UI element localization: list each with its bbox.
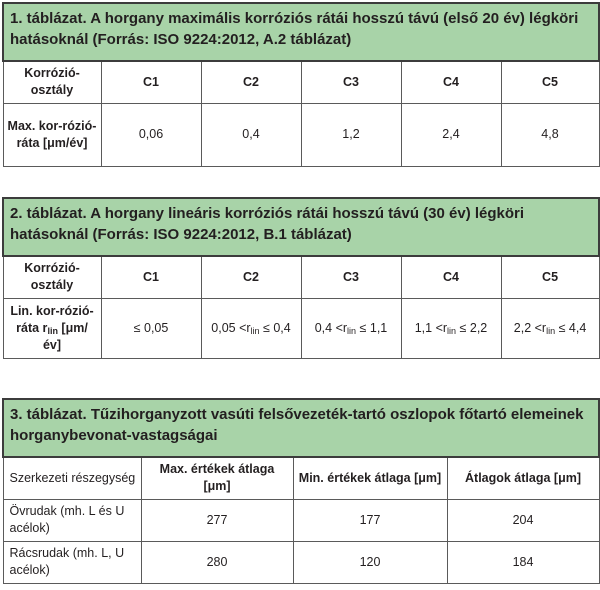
value-post: ≤ 1,1 — [356, 320, 388, 335]
table-1-class-c4: C4 — [401, 61, 501, 103]
table-1-header-label: Korrózió-osztály — [3, 61, 101, 103]
value-pre: 0,05 <r — [211, 320, 251, 335]
table-3-coating-thickness — [2, 398, 600, 584]
table-1-class-c5: C5 — [501, 61, 599, 103]
value-pre: 2,2 <r — [513, 320, 547, 335]
table-1-row-label: Max. kor-rózió-ráta [μm/év] — [3, 103, 101, 166]
table-3-row-2-max: 280 — [141, 541, 293, 583]
table-1-value-c3: 1,2 — [301, 103, 401, 166]
value-sub: lin — [250, 325, 260, 336]
value-post: ≤ 0,4 — [259, 320, 291, 335]
table-1-class-c3: C3 — [301, 61, 401, 103]
table-row — [3, 499, 599, 541]
table-3-row-2-avg: 184 — [447, 541, 599, 583]
table-3-row-2-label: Rácsrudak (mh. L, U acélok) — [3, 541, 141, 583]
table-3-header-part: Szerkezeti részegység — [3, 457, 141, 499]
table-1-caption: 1. táblázat. A horgany maximális korróziós rátái hosszú távú (első 20 év) légköri hatásoknál (Forrás: ISO 9224:2012, A.2 táblázat) — [3, 3, 599, 61]
value-pre: 0,4 <r — [314, 320, 348, 335]
table-2-header-label: Korrózió-osztály — [3, 256, 101, 298]
value-post: ≤ 4,4 — [555, 320, 587, 335]
table-2-class-c2: C2 — [201, 256, 301, 298]
table-2-value-c1: ≤ 0,05 — [101, 298, 201, 358]
table-2-class-c1: C1 — [101, 256, 201, 298]
table-1-value-c1: 0,06 — [101, 103, 201, 166]
table-3-caption: 3. táblázat. Tűzihorganyzott vasúti felsővezeték-tartó oszlopok főtartó elemeinek horganybevonat-vastagságai — [3, 399, 599, 457]
table-3-row-2-min: 120 — [293, 541, 447, 583]
table-3-row-1-min: 177 — [293, 499, 447, 541]
table-2-row-label — [3, 298, 101, 358]
table-3-row-1-max: 277 — [141, 499, 293, 541]
table-1-value-c2: 0,4 — [201, 103, 301, 166]
table-3-header-max: Max. értékek átlaga [μm] — [141, 457, 293, 499]
value-sub: lin — [347, 325, 357, 336]
table-3-row-1-avg: 204 — [447, 499, 599, 541]
table-2-linear-corrosion-rates — [2, 197, 600, 359]
table-3-row-1-label: Övrudak (mh. L és U acélok) — [3, 499, 141, 541]
table-2-class-c5: C5 — [501, 256, 599, 298]
value-sub: lin — [447, 325, 457, 336]
table-1-class-c1: C1 — [101, 61, 201, 103]
table-2-class-c3: C3 — [301, 256, 401, 298]
table-2-value-c4 — [401, 298, 501, 358]
table-2-row-label-sub: lin — [47, 325, 58, 336]
table-2-row-label-main: Lin. kor-rózió-ráta r — [10, 303, 94, 335]
table-1-value-c4: 2,4 — [401, 103, 501, 166]
table-2-value-c5 — [501, 298, 599, 358]
table-3-header-avg: Átlagok átlaga [μm] — [447, 457, 599, 499]
table-2-value-c2 — [201, 298, 301, 358]
table-1-max-corrosion-rates — [2, 2, 600, 167]
table-2-value-c3 — [301, 298, 401, 358]
value-pre: 1,1 <r — [414, 320, 448, 335]
table-row — [3, 541, 599, 583]
table-2-row-label-unit: [μm/év] — [42, 320, 88, 352]
table-1-value-c5: 4,8 — [501, 103, 599, 166]
table-1-class-c2: C2 — [201, 61, 301, 103]
table-2-class-c4: C4 — [401, 256, 501, 298]
table-2-caption: 2. táblázat. A horgany lineáris korróziós rátái hosszú távú (30 év) légköri hatásoknál (Forrás: ISO 9224:2012, B.1 táblázat) — [3, 198, 599, 256]
table-3-header-min: Min. értékek átlaga [μm] — [293, 457, 447, 499]
value-sub: lin — [546, 325, 556, 336]
value-post: ≤ 2,2 — [456, 320, 488, 335]
